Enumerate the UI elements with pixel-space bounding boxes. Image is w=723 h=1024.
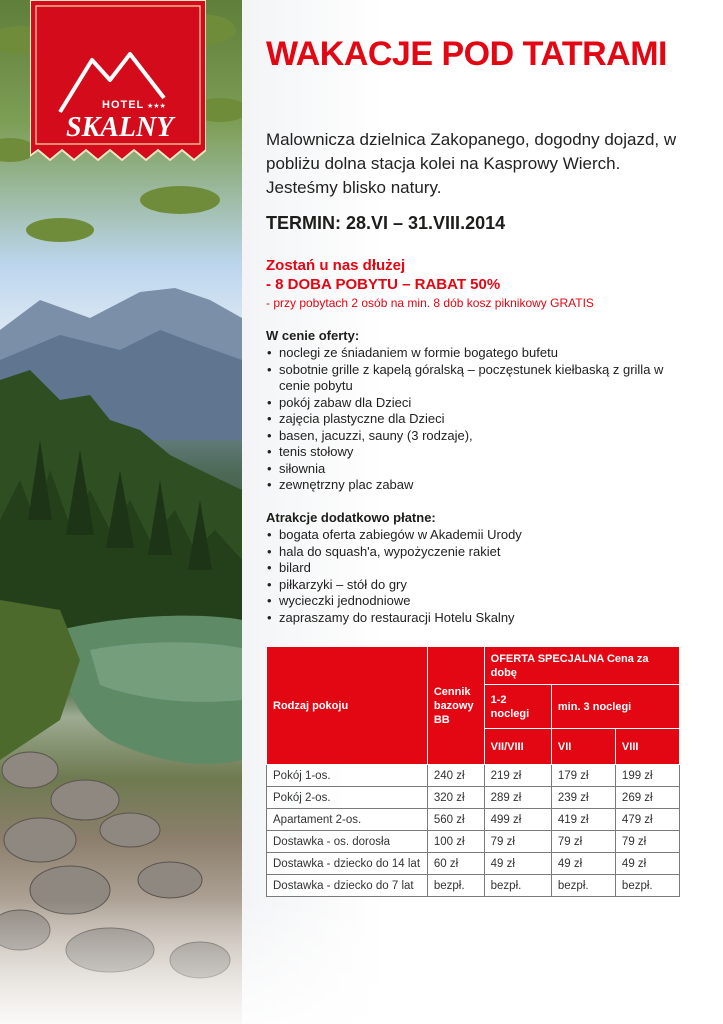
header-viii: VIII [615, 729, 679, 765]
included-heading: W cenie oferty: [266, 328, 360, 343]
cell-room: Dostawka - os. dorosła [267, 831, 428, 853]
cell-vii: 79 zł [551, 831, 615, 853]
list-item: • piłkarzyki – stół do gry [266, 577, 696, 594]
table-row [267, 853, 680, 875]
cell-vii: 179 zł [551, 765, 615, 787]
cell-1-2: 79 zł [484, 831, 551, 853]
cell-viii: 49 zł [615, 853, 679, 875]
cell-base: 560 zł [427, 809, 484, 831]
cell-vii: 49 zł [551, 853, 615, 875]
cell-base: 320 zł [427, 787, 484, 809]
promo-note: - przy pobytach 2 osób na min. 8 dób kosz piknikowy GRATIS [266, 296, 594, 310]
list-item: • basen, jacuzzi, sauny (3 rodzaje), [266, 428, 696, 445]
list-item: • hala do squash'a, wypożyczenie rakiet [266, 544, 696, 561]
list-item: • sobotnie grille z kapelą góralską – poczęstunek kiełbaską z grilla w cenie pobytu [266, 362, 679, 395]
extras-heading: Atrakcje dodatkowo płatne: [266, 510, 436, 525]
included-list [266, 345, 696, 494]
list-item: • zapraszamy do restauracji Hotelu Skalny [266, 610, 696, 627]
list-item: • bogata oferta zabiegów w Akademii Urody [266, 527, 696, 544]
header-1-2-nights: 1-2 noclegi [484, 685, 551, 729]
cell-base: 100 zł [427, 831, 484, 853]
list-item: • wycieczki jednodniowe [266, 593, 696, 610]
promo-headline: Zostań u nas dłużej [266, 257, 406, 274]
hotel-skalny-logo [30, 0, 206, 178]
bottom-fade-overlay [0, 900, 723, 1024]
cell-vii: bezpł. [551, 875, 615, 897]
list-item: • zewnętrzny plac zabaw [266, 477, 696, 494]
cell-base: 60 zł [427, 853, 484, 875]
list-item: • tenis stołowy [266, 444, 696, 461]
logo-hotel-text: HOTEL [102, 99, 145, 111]
header-vii: VII [551, 729, 615, 765]
cell-1-2: 289 zł [484, 787, 551, 809]
list-item: • bilard [266, 560, 696, 577]
cell-room: Pokój 2-os. [267, 787, 428, 809]
logo-stars: ★★★ [147, 103, 166, 110]
cell-viii: 479 zł [615, 809, 679, 831]
cell-viii: 269 zł [615, 787, 679, 809]
cell-room: Dostawka - dziecko do 7 lat [267, 875, 428, 897]
cell-1-2: bezpł. [484, 875, 551, 897]
extras-list [266, 527, 696, 626]
intro-text: Malownicza dzielnica Zakopanego, dogodny dojazd, w pobliżu dolna stacja kolei na Kasprowy Wierch. Jesteśmy blisko natury. [266, 130, 677, 197]
list-item: • zajęcia plastyczne dla Dzieci [266, 411, 696, 428]
logo-name-text: SKALNY [66, 112, 174, 143]
list-item: • siłownia [266, 461, 696, 478]
header-special-offer: OFERTA SPECJALNA Cena za dobę [484, 647, 679, 685]
promo-discount: - 8 DOBA POBYTU – RABAT 50% [266, 276, 501, 293]
cell-1-2: 49 zł [484, 853, 551, 875]
header-room-type: Rodzaj pokoju [267, 647, 428, 765]
term-dates: TERMIN: 28.VI – 31.VIII.2014 [266, 213, 506, 233]
cell-room: Pokój 1-os. [267, 765, 428, 787]
cell-1-2: 499 zł [484, 809, 551, 831]
table-row [267, 831, 680, 853]
header-vii-viii: VII/VIII [484, 729, 551, 765]
cell-viii: 79 zł [615, 831, 679, 853]
header-min-3-nights: min. 3 noclegi [551, 685, 679, 729]
cell-viii: bezpł. [615, 875, 679, 897]
cell-viii: 199 zł [615, 765, 679, 787]
list-item: • noclegi ze śniadaniem w formie bogatego bufetu [266, 345, 696, 362]
cell-room: Apartament 2-os. [267, 809, 428, 831]
cell-vii: 239 zł [551, 787, 615, 809]
cell-base: bezpł. [427, 875, 484, 897]
list-item: • pokój zabaw dla Dzieci [266, 395, 696, 412]
cell-vii: 419 zł [551, 809, 615, 831]
table-row [267, 787, 680, 809]
price-table [266, 646, 680, 897]
page-title: WAKACJE POD TATRAMI [266, 35, 668, 73]
cell-base: 240 zł [427, 765, 484, 787]
header-base-price: Cennik bazowy BB [427, 647, 484, 765]
cell-room: Dostawka - dziecko do 14 lat [267, 853, 428, 875]
table-row [267, 765, 680, 787]
table-row [267, 809, 680, 831]
cell-1-2: 219 zł [484, 765, 551, 787]
table-row [267, 875, 680, 897]
